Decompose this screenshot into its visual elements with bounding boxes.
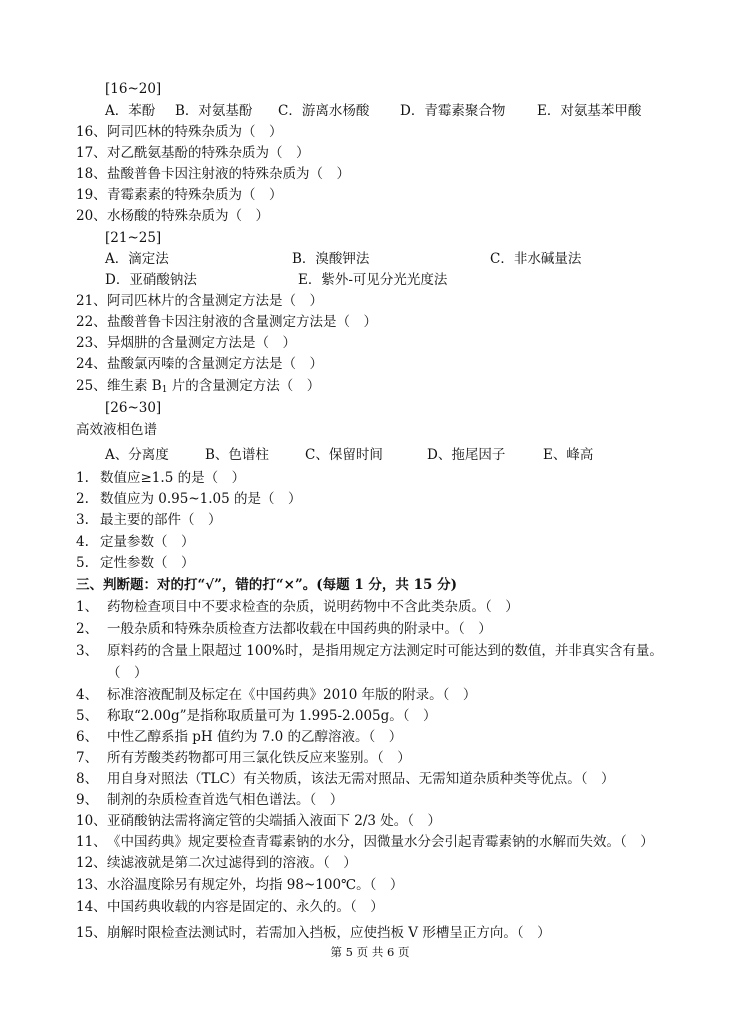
judgment-9: 9、 制剂的杂质检查首选气相色谱法。（ ） [76,792,344,808]
judgment-7: 7、 所有芳酸类药物都可用三氯化铁反应来鉴别。（ ） [76,750,411,766]
question-20: 20、水杨酸的特殊杂质为（ ） [76,208,269,224]
question-17: 17、对乙酰氨基酚的特殊杂质为（ ） [76,145,310,161]
judgment-5: 5、 称取“2.00g”是指称取质量可为 1.995-2.005g。（ ） [76,708,437,724]
judgment-3-continued: （ ） [107,665,148,681]
option-e: E．对氨基苯甲酸 [537,103,642,119]
option-c: C．游离水杨酸 [278,103,370,119]
option-e: E、峰高 [543,447,594,463]
group-header-16-20: [16~20] [105,81,162,97]
judgment-4: 4、 标准溶液配制及标定在《中国药典》2010 年版的附录。（ ） [76,687,477,703]
group-header-26-30: [26~30] [105,400,162,416]
option-a: A．滴定法 [105,251,169,267]
judgment-6: 6、 中性乙醇系指 pH 值约为 7.0 的乙醇溶液。（ ） [76,729,403,745]
option-d: D．青霉素聚合物 [400,103,506,119]
judgment-11: 11、《中国药典》规定要检查青霉素钠的水分，因微量水分会引起青霉素钠的水解而失效。（ ） [76,834,654,850]
section-heading: 三、判断题：对的打“√”，错的打“×”。(每题 1 分，共 15 分) [76,577,457,593]
judgment-8: 8、 用自身对照法（TLC）有关物质，该法无需对照品、无需知道杂质种类等优点。（ ） [76,771,615,787]
judgment-1: 1、 药物检查项目中不要求检查的杂质，说明药物中不含此类杂质。（ ） [76,599,519,615]
judgment-14: 14、中国药典收载的内容是固定的、永久的。（ ） [76,899,384,915]
hplc-question-4: 4. 定量参数（ ） [76,534,195,550]
question-24: 24、盐酸氯丙嗪的含量测定方法是（ ） [76,356,323,372]
option-a: A．苯酚 [105,103,156,119]
hplc-question-3: 3. 最主要的部件（ ） [76,512,222,528]
question-23: 23、异烟肼的含量测定方法是（ ） [76,335,296,351]
option-b: B、色谱柱 [205,447,269,463]
group-header-21-25: [21~25] [105,230,162,246]
option-c: C．非水碱量法 [490,251,582,267]
option-c: C、保留时间 [305,447,383,463]
question-21: 21、阿司匹林片的含量测定方法是（ ） [76,293,323,309]
hplc-question-1: 1. 数值应≥1.5 的是（ ） [76,470,246,486]
judgment-2: 2、 一般杂质和特殊杂质检查方法都收载在中国药典的附录中。（ ） [76,621,492,637]
question-19: 19、青霉素素的特殊杂质为（ ） [76,187,283,203]
judgment-12: 12、续滤液就是第二次过滤得到的溶液。（ ） [76,855,357,871]
judgment-15: 15、崩解时限检查法测试时，若需加入挡板，应使挡板 V 形槽呈正方向。（ ） [76,925,551,941]
option-e: E．紫外-可见分光光度法 [298,272,448,288]
question-16: 16、阿司匹林的特殊杂质为（ ） [76,124,283,140]
hplc-question-2: 2. 数值应为 0.95~1.05 的是（ ） [76,491,302,507]
option-b: B．溴酸钾法 [292,251,370,267]
hplc-question-5: 5. 定性参数（ ） [76,555,195,571]
group-title: 高效液相色谱 [76,422,157,438]
judgment-3: 3、 原料药的含量上限超过 100%时，是指用规定方法测定时可能达到的数值，并非真实含有量。 [76,643,663,659]
judgment-13: 13、水浴温度除另有规定外，均指 98~100℃。（ ） [76,877,404,893]
judgment-10: 10、亚硝酸钠法需将滴定管的尖端插入液面下 2/3 处。（ ） [76,813,442,829]
option-b: B．对氨基酚 [175,103,253,119]
question-25: 25、维生素 $B_1$ 片的含量测定方法（ ） [76,378,321,395]
question-22: 22、盐酸普鲁卡因注射液的含量测定方法是（ ） [76,314,377,330]
option-d: D、拖尾因子 [427,447,506,463]
option-d: D．亚硝酸钠法 [105,272,197,288]
page-footer: 第 5 页 共 6 页 [330,945,410,959]
option-a: A、分离度 [105,447,169,463]
question-18: 18、盐酸普鲁卡因注射液的特殊杂质为（ ） [76,166,350,182]
